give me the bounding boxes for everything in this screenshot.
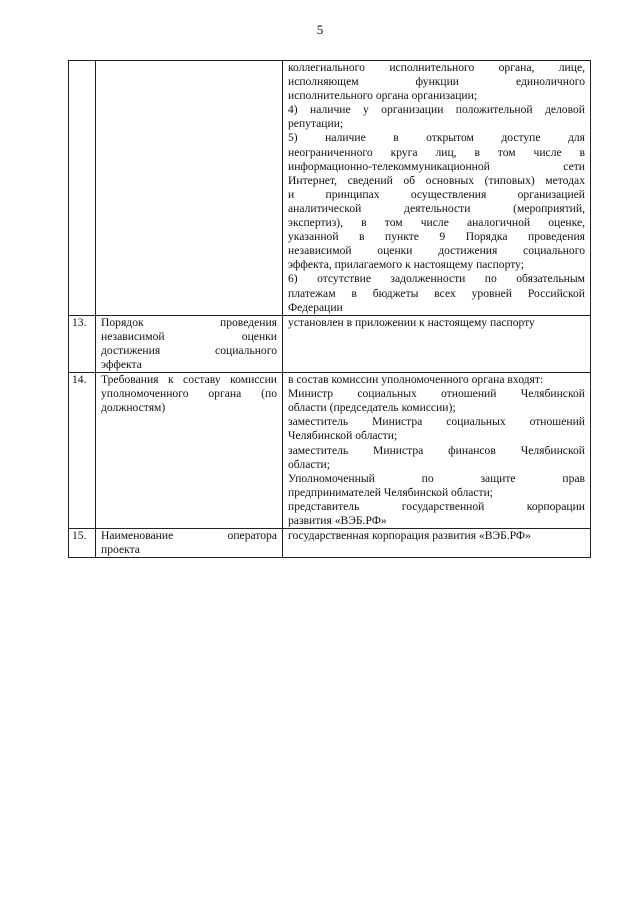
value-line: исполнительного органа организации;	[288, 89, 478, 103]
value-line: исполняющем функции единоличного	[288, 75, 585, 89]
table-body	[69, 61, 591, 558]
name-line: независимой оценки	[101, 329, 277, 343]
table-row	[69, 373, 591, 529]
value-line: неограниченного круга лиц, в том числе в	[288, 145, 585, 159]
value-line: представитель государственной корпорации	[288, 499, 585, 513]
row-parameter-value	[283, 61, 591, 316]
row-parameter-name	[96, 61, 283, 316]
name-line: достижения социального	[101, 343, 277, 357]
value-line: 4) наличие у организации положительной деловой	[288, 103, 585, 117]
row-parameter-name	[96, 529, 283, 558]
value-line: развития «ВЭБ.РФ»	[288, 514, 387, 527]
value-line: репутации;	[288, 117, 344, 131]
value-line: Министр социальных отношений Челябинской	[288, 387, 585, 401]
value-line: 5) наличие в открытом доступе для	[288, 131, 585, 145]
value-line: заместитель Министра социальных отношений	[288, 415, 585, 429]
value-line: коллегиального исполнительного органа, лице,	[288, 61, 585, 74]
name-line: должностям)	[101, 401, 166, 415]
row-number: 14.	[69, 373, 96, 529]
value-line: предпринимателей Челябинской области;	[288, 485, 494, 499]
name-line: уполномоченного органа (по	[101, 387, 277, 401]
value-line: аналитической деятельности (мероприятий,	[288, 201, 585, 215]
value-line: 6) отсутствие задолженности по обязательным	[288, 272, 585, 286]
page-number: 5	[316, 22, 324, 37]
value-line: указанной в пункте 9 Порядка проведения	[288, 230, 585, 244]
row-parameter-name	[96, 315, 283, 372]
name-line: Требования к составу комиссии	[101, 373, 277, 387]
row-parameter-value	[283, 529, 591, 558]
passport-table	[68, 60, 591, 558]
row-number: 15.	[69, 529, 96, 558]
value-line: в состав комиссии уполномоченного органа входят:	[288, 373, 544, 387]
value-line: Челябинской области;	[288, 429, 398, 443]
row-number	[69, 61, 96, 316]
value-line: экспертиз), в том числе аналогичной оценке,	[288, 216, 585, 230]
value-line: независимой оценки достижения социального	[288, 244, 585, 258]
value-line: области;	[288, 457, 330, 471]
name-line: проекта	[101, 543, 140, 557]
value-line: Интернет, сведений об основных (типовых) методах	[288, 173, 585, 187]
value-line: государственная корпорация развития «ВЭБ.РФ»	[288, 529, 531, 543]
row-number: 13.	[69, 315, 96, 372]
table-row	[69, 529, 591, 558]
value-line: платежам в бюджеты всех уровней Российской	[288, 286, 585, 300]
value-line: информационно-телекоммуникационной сети	[288, 159, 585, 173]
name-line: Порядок проведения	[101, 315, 277, 329]
value-line: заместитель Министра финансов Челябинской	[288, 443, 585, 457]
value-line: установлен в приложении к настоящему паспорту	[288, 315, 535, 329]
name-line: Наименование оператора	[101, 529, 277, 543]
table-row	[69, 61, 591, 316]
value-line: Федерации	[288, 300, 343, 314]
value-line: области (председатель комиссии);	[288, 401, 456, 415]
name-line: эффекта	[101, 357, 142, 371]
row-parameter-value	[283, 373, 591, 529]
value-line: и принципах осуществления организацией	[288, 187, 585, 201]
table-row	[69, 315, 591, 372]
value-line: эффекта, прилагаемого к настоящему паспорту;	[288, 258, 524, 272]
row-parameter-name	[96, 373, 283, 529]
value-line: Уполномоченный по защите прав	[288, 471, 585, 485]
row-parameter-value	[283, 315, 591, 372]
